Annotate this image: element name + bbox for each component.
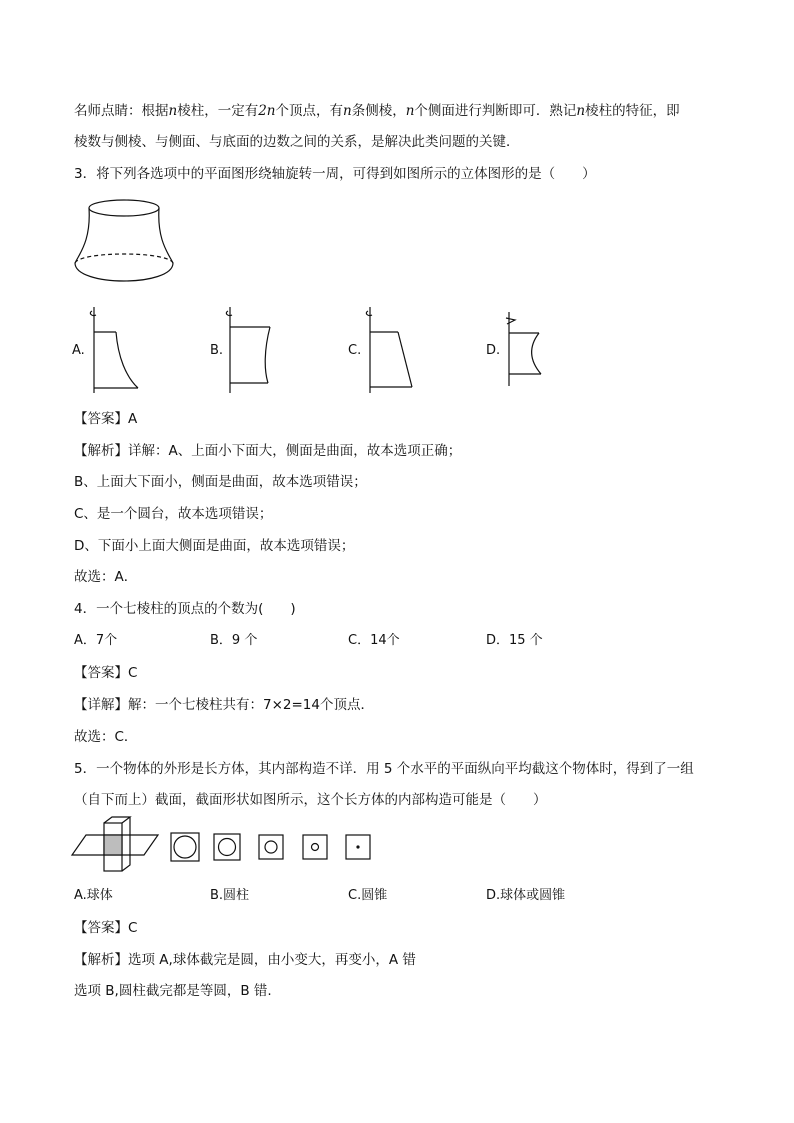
q5-section-1 (170, 832, 200, 862)
q3-answer: 【答案】A (74, 411, 138, 427)
q5-analysis: 【解析】选项 A,球体截完是圆，由小变大，再变小，A 错 (74, 952, 416, 968)
variable-n: n (576, 103, 586, 119)
note-line-2: 棱数与侧棱、与侧面、与底面的边数之间的关系，是解决此类问题的关键． (74, 134, 520, 150)
text-segment: 棱柱的特征，即 (585, 103, 680, 119)
q3-option-b-figure (224, 305, 284, 395)
q5-analysis-b: 选项 B,圆柱截完都是等圆，B 错. (74, 983, 272, 999)
q4-detail: 【详解】解：一个七棱柱共有：7×2=14个顶点． (74, 697, 374, 713)
q3-option-c-label: C. (348, 343, 362, 358)
q5-box-plane-figure (72, 815, 162, 877)
q3-option-a-label: A. (72, 343, 85, 358)
q4-option-a: A．7个 (74, 633, 118, 648)
q3-analysis-c: C、是一个圆台，故本选项错误； (74, 506, 273, 522)
text-segment: 棱柱，一定有 (177, 103, 259, 119)
q4-selection: 故选：C． (74, 729, 138, 745)
text-segment: 个侧面进行判断即可．熟记 (414, 103, 577, 119)
note-line-1 (74, 102, 680, 120)
q3-option-b-label: B. (210, 343, 224, 358)
question-3: 3．将下列各选项中的平面图形绕轴旋转一周，可得到如图所示的立体图形的是（ ） (74, 166, 596, 182)
q3-option-c-figure (364, 305, 424, 395)
q5-option-b: B.圆柱 (210, 888, 250, 903)
q4-answer: 【答案】C (74, 665, 138, 681)
question-5-line-1: 5．一个物体的外形是长方体，其内部构造不详．用 5 个水平的平面纵向平均截这个物体时，得到了一组 (74, 761, 694, 777)
q3-solid-figure (70, 195, 180, 295)
q5-option-a: A.球体 (74, 888, 113, 903)
text-segment: 个顶点，有 (275, 103, 343, 119)
q3-option-a-figure (88, 305, 148, 395)
q3-analysis-b: B、上面大下面小，侧面是曲面，故本选项错误； (74, 474, 367, 490)
question-4: 4．一个七棱柱的顶点的个数为( ) (74, 601, 296, 617)
variable-n: n (405, 103, 415, 119)
q5-section-5 (345, 834, 371, 860)
q5-answer: 【答案】C (74, 920, 138, 936)
text-segment: 名师点睛：根据 (74, 103, 169, 119)
q5-section-2 (213, 833, 241, 861)
q3-option-d-label: D. (486, 343, 501, 358)
q3-selection: 故选：A． (74, 569, 138, 585)
q5-section-3 (258, 834, 284, 860)
text-segment: 条侧棱， (351, 103, 406, 119)
q3-analysis: 【解析】详解：A、上面小下面大，侧面是曲面，故本选项正确； (74, 443, 462, 459)
q5-section-4 (302, 834, 328, 860)
q4-option-c: C．14个 (348, 633, 400, 648)
variable-2n: 2n (258, 103, 276, 119)
q5-option-d: D.球体或圆锥 (486, 888, 566, 903)
question-5-line-2: （自下而上）截面，截面形状如图所示，这个长方体的内部构造可能是（ ） (74, 792, 547, 808)
q4-option-b: B．9 个 (210, 633, 258, 648)
q4-option-d: D．15 个 (486, 633, 543, 648)
variable-n: n (168, 103, 178, 119)
q5-option-c: C.圆锥 (348, 888, 388, 903)
q3-analysis-d: D、下面小上面大侧面是曲面，故本选项错误； (74, 538, 355, 554)
q3-option-d-figure (503, 308, 553, 388)
variable-n: n (343, 103, 352, 119)
